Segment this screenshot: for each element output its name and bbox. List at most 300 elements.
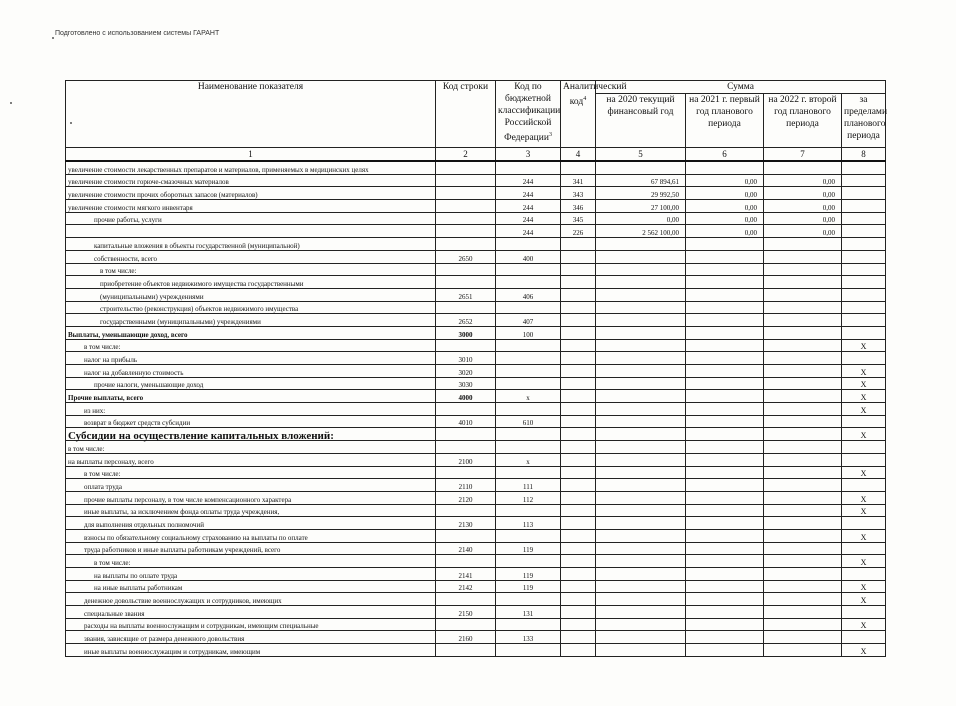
line-code-cell — [436, 339, 496, 352]
sum-2020-cell: 67 894,61 — [596, 174, 686, 187]
table-row — [66, 555, 886, 568]
sum-2022-cell — [764, 415, 842, 428]
sum-2020-cell — [596, 606, 686, 619]
sum-2022-cell — [764, 288, 842, 301]
sum-2020-cell — [596, 377, 686, 390]
header-2021: на 2021 г. первый год планового периода — [686, 94, 764, 148]
analytic-code-cell — [561, 339, 596, 352]
budget-code-cell: x — [496, 453, 561, 466]
row-label: звания, зависящие от размера денежного довольствия — [66, 631, 436, 644]
sum-beyond-cell — [842, 441, 886, 454]
table-row — [66, 529, 886, 542]
sum-2021-cell — [686, 377, 764, 390]
budget-code-cell: 112 — [496, 491, 561, 504]
sum-2022-cell — [764, 453, 842, 466]
sum-2020-cell — [596, 301, 686, 314]
line-code-cell: 3020 — [436, 365, 496, 378]
scan-speck — [10, 102, 12, 104]
analytic-code-cell — [561, 301, 596, 314]
analytic-code-cell — [561, 568, 596, 581]
analytic-code-cell — [561, 517, 596, 530]
analytic-code-cell — [561, 466, 596, 479]
budget-code-cell: 119 — [496, 580, 561, 593]
line-code-cell: 2130 — [436, 517, 496, 530]
analytic-code-cell: 345 — [561, 212, 596, 225]
budget-code-cell — [496, 466, 561, 479]
sum-beyond-cell — [842, 238, 886, 251]
sum-2022-cell: 0,00 — [764, 200, 842, 213]
sum-2020-cell: 2 562 100,00 — [596, 225, 686, 238]
analytic-code-cell — [561, 263, 596, 276]
sum-2022-cell — [764, 428, 842, 441]
analytic-code-cell — [561, 250, 596, 263]
analytic-code-cell — [561, 580, 596, 593]
budget-code-cell — [496, 529, 561, 542]
sum-2022-cell — [764, 479, 842, 492]
analytic-code-cell — [561, 644, 596, 657]
table-row — [66, 403, 886, 416]
row-label — [66, 225, 436, 238]
table-row — [66, 377, 886, 390]
line-code-cell: 2142 — [436, 580, 496, 593]
analytic-code-cell — [561, 479, 596, 492]
table-row — [66, 200, 886, 213]
row-label: в том числе: — [66, 555, 436, 568]
sum-2020-cell — [596, 555, 686, 568]
sum-beyond-cell: X — [842, 390, 886, 403]
row-label: строительство (реконструкция) объектов недвижимого имущества — [66, 301, 436, 314]
table-row — [66, 644, 886, 657]
row-label: налог на прибыль — [66, 352, 436, 365]
row-label: Субсидии на осуществление капитальных вложений: — [66, 428, 436, 441]
sum-2021-cell — [686, 466, 764, 479]
row-label: Выплаты, уменьшающие доход, всего — [66, 326, 436, 339]
table-body — [66, 161, 886, 656]
sum-beyond-cell — [842, 250, 886, 263]
budget-code-cell — [496, 263, 561, 276]
row-label: в том числе: — [66, 441, 436, 454]
sum-2020-cell — [596, 326, 686, 339]
sum-beyond-cell — [842, 479, 886, 492]
line-code-cell — [436, 174, 496, 187]
analytic-code-cell — [561, 415, 596, 428]
sum-2020-cell — [596, 250, 686, 263]
sum-2022-cell: 0,00 — [764, 225, 842, 238]
budget-code-cell — [496, 301, 561, 314]
sum-beyond-cell: X — [842, 491, 886, 504]
budget-code-cell — [496, 276, 561, 289]
analytic-code-cell — [561, 606, 596, 619]
sum-2020-cell: 29 992,50 — [596, 187, 686, 200]
sum-2022-cell — [764, 466, 842, 479]
sum-beyond-cell: X — [842, 580, 886, 593]
header-name: Наименование показателя — [66, 81, 436, 148]
analytic-code-cell — [561, 529, 596, 542]
analytic-code-cell — [561, 504, 596, 517]
sum-2020-cell — [596, 390, 686, 403]
row-label: в том числе: — [66, 466, 436, 479]
header-beyond: за пределами планового периода — [842, 94, 886, 148]
sum-2022-cell — [764, 644, 842, 657]
budget-code-cell: 119 — [496, 568, 561, 581]
sum-2021-cell — [686, 453, 764, 466]
budget-code-cell: 133 — [496, 631, 561, 644]
table-row — [66, 479, 886, 492]
scan-speck — [52, 37, 54, 39]
sum-2020-cell — [596, 276, 686, 289]
sum-2020-cell — [596, 352, 686, 365]
line-code-cell — [436, 441, 496, 454]
line-code-cell — [436, 529, 496, 542]
table-row — [66, 352, 886, 365]
budget-code-cell — [496, 593, 561, 606]
sum-beyond-cell: X — [842, 644, 886, 657]
table-row — [66, 428, 886, 441]
sum-beyond-cell: X — [842, 403, 886, 416]
line-code-cell — [436, 301, 496, 314]
sum-2021-cell — [686, 326, 764, 339]
sum-2021-cell — [686, 542, 764, 555]
budget-code-cell — [496, 428, 561, 441]
header-analytic-code: Аналитический код$^4$ — [561, 81, 596, 148]
row-label: расходы на выплаты военнослужащим и сотрудникам, имеющим специальные — [66, 618, 436, 631]
budget-code-cell — [496, 238, 561, 251]
sum-2021-cell — [686, 491, 764, 504]
table-row — [66, 390, 886, 403]
row-label: прочие выплаты персоналу, в том числе компенсационного характера — [66, 491, 436, 504]
analytic-code-cell — [561, 276, 596, 289]
column-number-row — [66, 148, 886, 162]
budget-code-cell: 131 — [496, 606, 561, 619]
column-number: 1 — [66, 148, 436, 162]
row-label: специальные звания — [66, 606, 436, 619]
budget-code-cell — [496, 644, 561, 657]
table-row — [66, 580, 886, 593]
analytic-code-cell: 226 — [561, 225, 596, 238]
row-label: в том числе: — [66, 263, 436, 276]
sum-2022-cell — [764, 529, 842, 542]
column-number: 2 — [436, 148, 496, 162]
line-code-cell — [436, 593, 496, 606]
budget-code-cell: 113 — [496, 517, 561, 530]
analytic-code-cell — [561, 441, 596, 454]
table-row — [66, 542, 886, 555]
sum-2022-cell — [764, 555, 842, 568]
sum-2022-cell — [764, 326, 842, 339]
sum-2021-cell: 0,00 — [686, 187, 764, 200]
analytic-code-cell — [561, 288, 596, 301]
report-sheet — [65, 80, 888, 680]
sum-2022-cell — [764, 542, 842, 555]
sum-2020-cell: 0,00 — [596, 212, 686, 225]
table-row — [66, 415, 886, 428]
analytic-code-cell — [561, 593, 596, 606]
row-label: для выполнения отдельных полномочий — [66, 517, 436, 530]
table-row — [66, 491, 886, 504]
analytic-code-cell — [561, 314, 596, 327]
line-code-cell: 3000 — [436, 326, 496, 339]
line-code-cell: 2651 — [436, 288, 496, 301]
line-code-cell — [436, 618, 496, 631]
row-label: Прочие выплаты, всего — [66, 390, 436, 403]
sum-beyond-cell — [842, 314, 886, 327]
budget-code-cell: 244 — [496, 212, 561, 225]
line-code-cell — [436, 161, 496, 174]
sum-2022-cell — [764, 491, 842, 504]
sum-2020-cell — [596, 263, 686, 276]
sum-2021-cell — [686, 339, 764, 352]
header-line-code: Код строки — [436, 81, 496, 148]
sum-2020-cell — [596, 517, 686, 530]
sum-2022-cell: 0,00 — [764, 212, 842, 225]
sum-2022-cell — [764, 314, 842, 327]
sum-2021-cell — [686, 479, 764, 492]
budget-code-cell — [496, 161, 561, 174]
column-number: 3 — [496, 148, 561, 162]
column-number: 5 — [596, 148, 686, 162]
row-label: налог на добавленную стоимость — [66, 365, 436, 378]
sum-beyond-cell: X — [842, 529, 886, 542]
table-row — [66, 225, 886, 238]
row-label: прочие налоги, уменьшающие доход — [66, 377, 436, 390]
row-label: возврат в бюджет средств субсидии — [66, 415, 436, 428]
sum-2020-cell — [596, 479, 686, 492]
analytic-code-cell — [561, 453, 596, 466]
table-row — [66, 517, 886, 530]
table-row — [66, 365, 886, 378]
row-label: труда работников и иные выплаты работникам учреждений, всего — [66, 542, 436, 555]
budget-code-cell: x — [496, 390, 561, 403]
sum-2020-cell — [596, 542, 686, 555]
sum-beyond-cell — [842, 415, 886, 428]
table-row — [66, 466, 886, 479]
analytic-code-cell — [561, 491, 596, 504]
line-code-cell — [436, 466, 496, 479]
sum-2021-cell — [686, 593, 764, 606]
column-number: 7 — [764, 148, 842, 162]
table-row — [66, 212, 886, 225]
row-label: иные выплаты, за исключением фонда оплаты труда учреждения, — [66, 504, 436, 517]
line-code-cell: 3030 — [436, 377, 496, 390]
sum-2021-cell — [686, 428, 764, 441]
table-row — [66, 453, 886, 466]
sum-2021-cell — [686, 403, 764, 416]
sum-2022-cell — [764, 365, 842, 378]
row-label: увеличение стоимости лекарственных препаратов и материалов, применяемых в медицинских целях — [66, 161, 436, 174]
budget-code-cell — [496, 339, 561, 352]
table-row — [66, 326, 886, 339]
sum-2022-cell — [764, 238, 842, 251]
sum-2022-cell — [764, 301, 842, 314]
header-budget-code: Код по бюджетной классификации Российской Федерации$^3$ — [496, 81, 561, 148]
budget-code-cell: 406 — [496, 288, 561, 301]
column-number: 6 — [686, 148, 764, 162]
sum-beyond-cell — [842, 161, 886, 174]
table-row — [66, 339, 886, 352]
line-code-cell: 4010 — [436, 415, 496, 428]
analytic-code-cell — [561, 390, 596, 403]
sum-2022-cell — [764, 352, 842, 365]
line-code-cell: 2150 — [436, 606, 496, 619]
sum-beyond-cell: X — [842, 339, 886, 352]
sum-2021-cell: 0,00 — [686, 212, 764, 225]
sum-2021-cell — [686, 517, 764, 530]
budget-code-cell — [496, 352, 561, 365]
line-code-cell: 2140 — [436, 542, 496, 555]
sum-2021-cell — [686, 580, 764, 593]
page-note: Подготовлено с использованием системы ГАРАНТ — [55, 30, 220, 37]
sum-2020-cell — [596, 339, 686, 352]
row-label: увеличение стоимости мягкого инвентаря — [66, 200, 436, 213]
table-row — [66, 314, 886, 327]
sum-2020-cell — [596, 631, 686, 644]
sum-beyond-cell — [842, 200, 886, 213]
sum-2022-cell — [764, 377, 842, 390]
table-row — [66, 301, 886, 314]
financial-table — [65, 80, 886, 657]
budget-code-cell: 244 — [496, 200, 561, 213]
sum-2022-cell — [764, 263, 842, 276]
sum-2020-cell — [596, 288, 686, 301]
row-label: на выплаты по оплате труда — [66, 568, 436, 581]
sum-2021-cell — [686, 618, 764, 631]
row-label: прочие работы, услуги — [66, 212, 436, 225]
analytic-code-cell — [561, 352, 596, 365]
sum-2021-cell — [686, 301, 764, 314]
line-code-cell — [436, 644, 496, 657]
line-code-cell: 2160 — [436, 631, 496, 644]
sum-beyond-cell — [842, 301, 886, 314]
column-number: 8 — [842, 148, 886, 162]
table-row — [66, 618, 886, 631]
table-row — [66, 174, 886, 187]
budget-code-cell — [496, 377, 561, 390]
budget-code-cell: 244 — [496, 225, 561, 238]
sum-2022-cell — [764, 161, 842, 174]
budget-code-cell: 111 — [496, 479, 561, 492]
sum-beyond-cell — [842, 288, 886, 301]
sum-2021-cell — [686, 263, 764, 276]
line-code-cell — [436, 212, 496, 225]
sum-2022-cell — [764, 606, 842, 619]
header-sum: Сумма — [596, 81, 886, 94]
row-label: увеличение стоимости прочих оборотных запасов (материалов) — [66, 187, 436, 200]
line-code-cell — [436, 187, 496, 200]
sum-2021-cell — [686, 288, 764, 301]
table-row — [66, 441, 886, 454]
sum-2021-cell — [686, 644, 764, 657]
line-code-cell: 2110 — [436, 479, 496, 492]
budget-code-cell — [496, 365, 561, 378]
sum-beyond-cell — [842, 568, 886, 581]
line-code-cell — [436, 428, 496, 441]
sum-beyond-cell: X — [842, 466, 886, 479]
table-row — [66, 288, 886, 301]
analytic-code-cell — [561, 403, 596, 416]
line-code-cell: 4000 — [436, 390, 496, 403]
sum-2020-cell — [596, 314, 686, 327]
row-label: увеличение стоимости горюче-смазочных материалов — [66, 174, 436, 187]
line-code-cell: 2120 — [436, 491, 496, 504]
sum-2020-cell — [596, 161, 686, 174]
sum-2021-cell — [686, 555, 764, 568]
sum-2022-cell — [764, 441, 842, 454]
row-label: капитальные вложения в объекты государственной (муниципальной) — [66, 238, 436, 251]
sum-beyond-cell: X — [842, 377, 886, 390]
sum-2020-cell — [596, 504, 686, 517]
analytic-code-cell — [561, 365, 596, 378]
table-row — [66, 593, 886, 606]
row-label: на иные выплаты работникам — [66, 580, 436, 593]
sum-2020-cell — [596, 453, 686, 466]
sum-beyond-cell — [842, 276, 886, 289]
sum-beyond-cell: X — [842, 555, 886, 568]
budget-code-cell — [496, 504, 561, 517]
table-row — [66, 606, 886, 619]
line-code-cell: 3010 — [436, 352, 496, 365]
sum-2020-cell — [596, 568, 686, 581]
sum-2020-cell — [596, 428, 686, 441]
sum-2020-cell — [596, 238, 686, 251]
sum-2021-cell — [686, 441, 764, 454]
sum-2022-cell — [764, 250, 842, 263]
sum-2022-cell: 0,00 — [764, 187, 842, 200]
sum-2020-cell — [596, 365, 686, 378]
line-code-cell: 2141 — [436, 568, 496, 581]
column-number: 4 — [561, 148, 596, 162]
sum-2022-cell — [764, 517, 842, 530]
header-2022: на 2022 г. второй год планового периода — [764, 94, 842, 148]
sum-2020-cell: 27 100,00 — [596, 200, 686, 213]
budget-code-cell — [496, 441, 561, 454]
sum-2022-cell — [764, 580, 842, 593]
line-code-cell: 2100 — [436, 453, 496, 466]
budget-code-cell: 100 — [496, 326, 561, 339]
sum-2022-cell — [764, 276, 842, 289]
analytic-code-cell: 343 — [561, 187, 596, 200]
row-label: денежное довольствие военнослужащих и сотрудников, имеющих — [66, 593, 436, 606]
budget-code-cell: 407 — [496, 314, 561, 327]
sum-2021-cell — [686, 276, 764, 289]
sum-2020-cell — [596, 403, 686, 416]
sum-beyond-cell — [842, 263, 886, 276]
sum-beyond-cell — [842, 326, 886, 339]
sum-2020-cell — [596, 593, 686, 606]
row-label: собственности, всего — [66, 250, 436, 263]
sum-beyond-cell: X — [842, 365, 886, 378]
budget-code-cell: 400 — [496, 250, 561, 263]
table-row — [66, 187, 886, 200]
sum-2020-cell — [596, 618, 686, 631]
analytic-code-cell — [561, 161, 596, 174]
budget-code-cell — [496, 618, 561, 631]
line-code-cell — [436, 200, 496, 213]
sum-2022-cell: 0,00 — [764, 174, 842, 187]
sum-2022-cell — [764, 403, 842, 416]
sum-2021-cell: 0,00 — [686, 174, 764, 187]
sum-2021-cell — [686, 238, 764, 251]
budget-code-cell: 244 — [496, 174, 561, 187]
line-code-cell — [436, 555, 496, 568]
analytic-code-cell — [561, 326, 596, 339]
sum-2021-cell — [686, 529, 764, 542]
sum-2021-cell — [686, 250, 764, 263]
sum-beyond-cell: X — [842, 504, 886, 517]
row-label: государственными (муниципальными) учреждениями — [66, 314, 436, 327]
analytic-code-cell: 346 — [561, 200, 596, 213]
table-row — [66, 263, 886, 276]
sum-2021-cell — [686, 568, 764, 581]
